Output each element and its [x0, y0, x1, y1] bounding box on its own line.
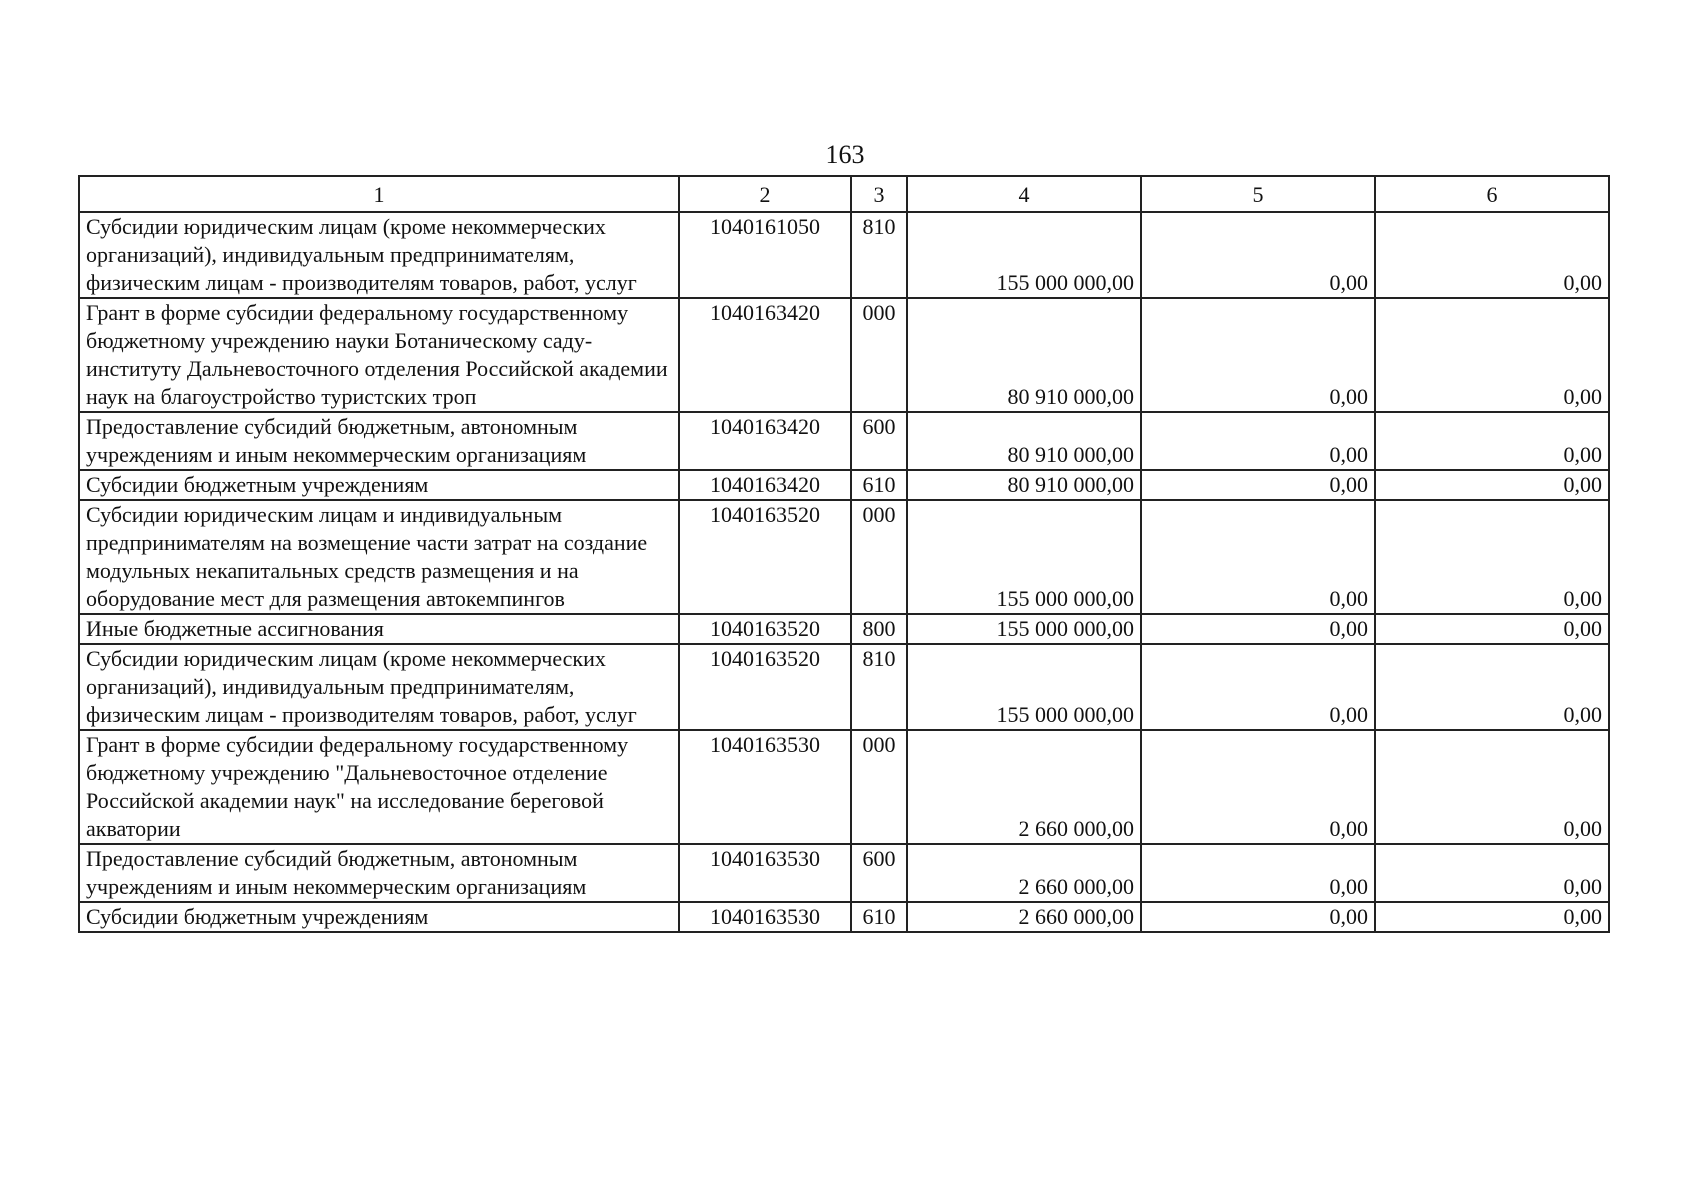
table-body [79, 212, 1609, 932]
table-row [79, 730, 1609, 844]
row-type: 000 [851, 500, 907, 614]
row-value-4: 155 000 000,00 [907, 212, 1141, 298]
row-value-5: 0,00 [1141, 500, 1375, 614]
row-name: Предоставление субсидий бюджетным, автономным учреждениям и иным некоммерческим организациям [79, 844, 679, 902]
row-name: Субсидии бюджетным учреждениям [79, 902, 679, 932]
column-header-3: 3 [851, 176, 907, 212]
column-header-2: 2 [679, 176, 851, 212]
row-value-4: 155 000 000,00 [907, 614, 1141, 644]
row-name: Субсидии бюджетным учреждениям [79, 470, 679, 500]
row-value-5: 0,00 [1141, 212, 1375, 298]
row-code: 1040163420 [679, 470, 851, 500]
row-value-4: 155 000 000,00 [907, 644, 1141, 730]
row-value-4: 80 910 000,00 [907, 298, 1141, 412]
row-value-5: 0,00 [1141, 730, 1375, 844]
table-row [79, 212, 1609, 298]
table-row [79, 500, 1609, 614]
row-type: 000 [851, 730, 907, 844]
row-value-5: 0,00 [1141, 844, 1375, 902]
row-value-4: 80 910 000,00 [907, 412, 1141, 470]
row-name: Грант в форме субсидии федеральному государственному бюджетному учреждению науки Ботаническому саду-институту Дальневосточного отделения Российской академии наук на благоустройство туристских троп [79, 298, 679, 412]
row-value-4: 155 000 000,00 [907, 500, 1141, 614]
row-type: 610 [851, 902, 907, 932]
row-type: 610 [851, 470, 907, 500]
row-value-5: 0,00 [1141, 298, 1375, 412]
column-header-4: 4 [907, 176, 1141, 212]
row-code: 1040163420 [679, 412, 851, 470]
header-row [79, 176, 1609, 212]
row-value-5: 0,00 [1141, 902, 1375, 932]
row-value-6: 0,00 [1375, 212, 1609, 298]
row-name: Иные бюджетные ассигнования [79, 614, 679, 644]
table-row [79, 902, 1609, 932]
row-value-6: 0,00 [1375, 500, 1609, 614]
row-type: 600 [851, 412, 907, 470]
row-code: 1040161050 [679, 212, 851, 298]
row-value-5: 0,00 [1141, 644, 1375, 730]
row-code: 1040163530 [679, 844, 851, 902]
row-type: 000 [851, 298, 907, 412]
row-value-6: 0,00 [1375, 614, 1609, 644]
budget-table [78, 175, 1610, 933]
row-name: Субсидии юридическим лицам (кроме некоммерческих организаций), индивидуальным предпринимателям, физическим лицам - производителям товаров, работ, услуг [79, 644, 679, 730]
row-code: 1040163520 [679, 644, 851, 730]
row-type: 800 [851, 614, 907, 644]
row-name: Субсидии юридическим лицам и индивидуальным предпринимателям на возмещение части затрат на создание модульных некапитальных средств размещения и на оборудование мест для размещения автокемпингов [79, 500, 679, 614]
row-value-4: 2 660 000,00 [907, 730, 1141, 844]
row-value-6: 0,00 [1375, 902, 1609, 932]
page-number: 163 [825, 140, 865, 169]
table-row [79, 298, 1609, 412]
row-code: 1040163530 [679, 730, 851, 844]
column-header-5: 5 [1141, 176, 1375, 212]
row-name: Субсидии юридическим лицам (кроме некоммерческих организаций), индивидуальным предпринимателям, физическим лицам - производителям товаров, работ, услуг [79, 212, 679, 298]
table-header [79, 176, 1609, 212]
row-value-5: 0,00 [1141, 614, 1375, 644]
row-code: 1040163520 [679, 614, 851, 644]
table-row [79, 644, 1609, 730]
row-value-6: 0,00 [1375, 644, 1609, 730]
row-type: 810 [851, 212, 907, 298]
row-value-6: 0,00 [1375, 298, 1609, 412]
row-type: 600 [851, 844, 907, 902]
row-value-5: 0,00 [1141, 470, 1375, 500]
row-value-6: 0,00 [1375, 730, 1609, 844]
row-name: Предоставление субсидий бюджетным, автономным учреждениям и иным некоммерческим организациям [79, 412, 679, 470]
row-value-4: 80 910 000,00 [907, 470, 1141, 500]
row-value-6: 0,00 [1375, 844, 1609, 902]
row-value-5: 0,00 [1141, 412, 1375, 470]
column-header-6: 6 [1375, 176, 1609, 212]
row-name: Грант в форме субсидии федеральному государственному бюджетному учреждению "Дальневосточное отделение Российской академии наук" на исследование береговой акватории [79, 730, 679, 844]
table-row [79, 844, 1609, 902]
row-code: 1040163520 [679, 500, 851, 614]
table-row [79, 412, 1609, 470]
row-value-6: 0,00 [1375, 470, 1609, 500]
row-code: 1040163420 [679, 298, 851, 412]
row-value-4: 2 660 000,00 [907, 844, 1141, 902]
row-code: 1040163530 [679, 902, 851, 932]
row-value-6: 0,00 [1375, 412, 1609, 470]
table-row [79, 614, 1609, 644]
table-row [79, 470, 1609, 500]
row-type: 810 [851, 644, 907, 730]
row-value-4: 2 660 000,00 [907, 902, 1141, 932]
column-header-1: 1 [79, 176, 679, 212]
